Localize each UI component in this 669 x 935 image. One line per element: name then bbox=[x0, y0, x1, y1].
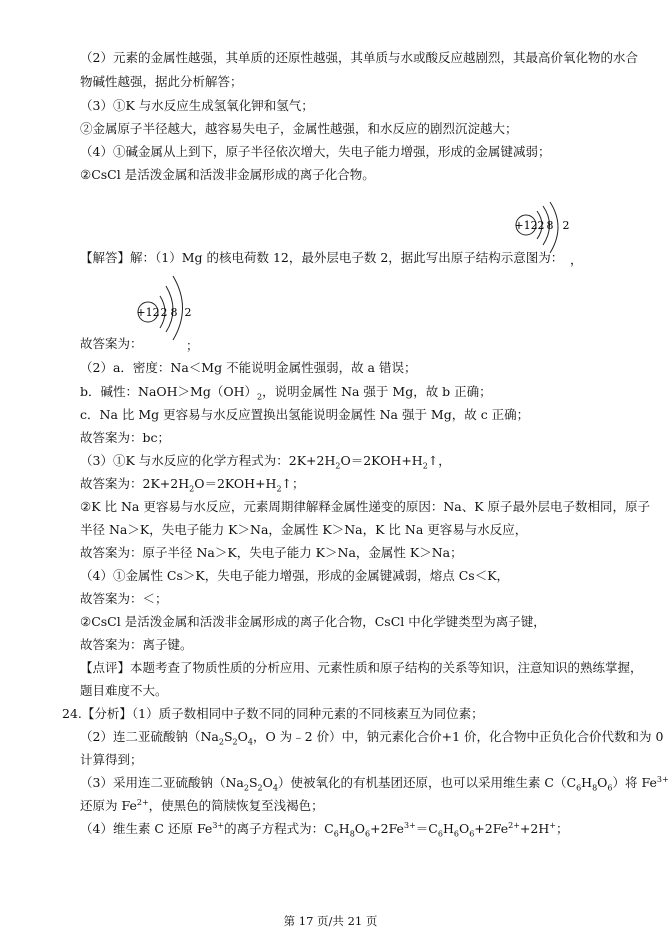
text-line: 还原为 $Fe^{2+}$，使黑色的简牍恢复至浅褐色； bbox=[80, 797, 324, 813]
text-line: 故答案为：离子键。 bbox=[80, 637, 193, 652]
text-line: （2）元素的金属性越强，其单质的还原性越强，其单质与水或酸反应越剧烈，其最高价氧化物的水合 bbox=[80, 50, 638, 65]
nucleus-charge: +12 bbox=[136, 306, 160, 319]
text-line: （2）a．密度：Na＜Mg 不能说明金属性强弱，故 a 错误； bbox=[80, 360, 417, 375]
text-line: ②CsCl 是活泼金属和活泼非金属形成的离子化合物。 bbox=[80, 167, 375, 182]
atom-structure-diagram bbox=[130, 270, 200, 332]
shell-electron-count: 8 bbox=[546, 219, 554, 232]
text-line: ； bbox=[186, 338, 199, 353]
shell-electron-count: 2 bbox=[184, 306, 192, 319]
page-footer: 第 17 页/共 21 页 bbox=[283, 914, 378, 928]
text-line: 故答案为：$2K+2H_2O=2KOH+H_2↑$； bbox=[80, 476, 305, 494]
shell-electron-count: 8 bbox=[170, 306, 178, 319]
text-line: 【解答】解：（1）Mg 的核电荷数 12，最外层电子数 2，据此写出原子结构示意图为： bbox=[80, 250, 564, 265]
shell-electron-count: 2 bbox=[537, 219, 545, 232]
text-line: （4）维生素 C 还原 $Fe^{3+}$的离子方程式为：$C_6H_8O_6+2Fe^{3+}=C_6H_6O_6+2Fe^{2+}+2H^+$； bbox=[80, 820, 569, 839]
text-line: （3）采用连二亚硫酸钠$(Na_2S_2O_4)$使被氧化的有机基团还原，也可以采用维生素 $C(C_6H_8O_6)$将 $Fe^{3+}$ bbox=[80, 774, 669, 793]
shell-electron-count: 2 bbox=[562, 219, 570, 232]
text-line: 计算得到； bbox=[80, 752, 143, 767]
text-line: 24.【分析】（1）质子数相同中子数不同的同种元素的不同核素互为同位素； bbox=[62, 706, 484, 721]
text-line: ， bbox=[570, 252, 583, 267]
text-line: 故答案为：原子半径 Na＞K，失电子能力 K＞Na，金属性 K＞Na； bbox=[80, 545, 463, 560]
text-line: （3）①K 与水反应生成氢氧化钾和氢气； bbox=[80, 98, 314, 113]
text-line: 故答案为：＜； bbox=[80, 591, 168, 606]
text-line: 故答案为：bc； bbox=[80, 430, 171, 445]
text-line: 【点评】本题考查了物质性质的分析应用、元素性质和原子结构的关系等知识，注意知识的熟练掌握， bbox=[80, 660, 643, 675]
text-line: （4）①金属性 Cs＞K，失电子能力增强，形成的金属键减弱，熔点 Cs＜K， bbox=[80, 568, 510, 583]
text-line: 题目难度不大。 bbox=[80, 683, 168, 698]
text-line: （4）①碱金属从上到下，原子半径依次增大，失电子能力增强，形成的金属键减弱； bbox=[80, 144, 551, 159]
text-line: ②K 比 Na 更容易与水反应，元素周期律解释金属性递变的原因：Na、K 原子最外层电子数相同，原子 bbox=[80, 499, 651, 514]
text-line: （2）连二亚硫酸钠（$Na_2S_2O_4$，O 为﹣2 价）中，钠元素化合价+1 价，化合物中正负化合价代数和为 0 bbox=[80, 729, 664, 747]
text-line: （3）①K 与水反应的化学方程式为：$2K+2H_2O=2KOH+H_2↑$， bbox=[80, 453, 451, 471]
nucleus-charge: +12 bbox=[514, 219, 538, 232]
text-line: c．Na 比 Mg 更容易与水反应置换出氢能说明金属性 Na 强于 Mg，故 c 正确； bbox=[80, 407, 530, 422]
text-line: ②金属原子半径越大，越容易失电子，金属性越强，和水反应的剧烈沉淀越大； bbox=[80, 121, 518, 136]
text-line: ②CsCl 是活泼金属和活泼非金属形成的离子化合物，CsCl 中化学键类型为离子键， bbox=[80, 614, 546, 629]
text-line: 半径 Na＞K，失电子能力 K＞Na，金属性 K＞Na，K 比 Na 更容易与水反应， bbox=[80, 522, 528, 537]
text-line: b．碱性：$NaOH>Mg(OH)_2$，说明金属性 Na 强于 Mg，故 b 正确； bbox=[80, 384, 492, 402]
text-line: 故答案为： bbox=[80, 336, 143, 351]
shell-electron-count: 2 bbox=[160, 306, 168, 319]
text-line: 物碱性越强，据此分析解答； bbox=[80, 74, 243, 89]
